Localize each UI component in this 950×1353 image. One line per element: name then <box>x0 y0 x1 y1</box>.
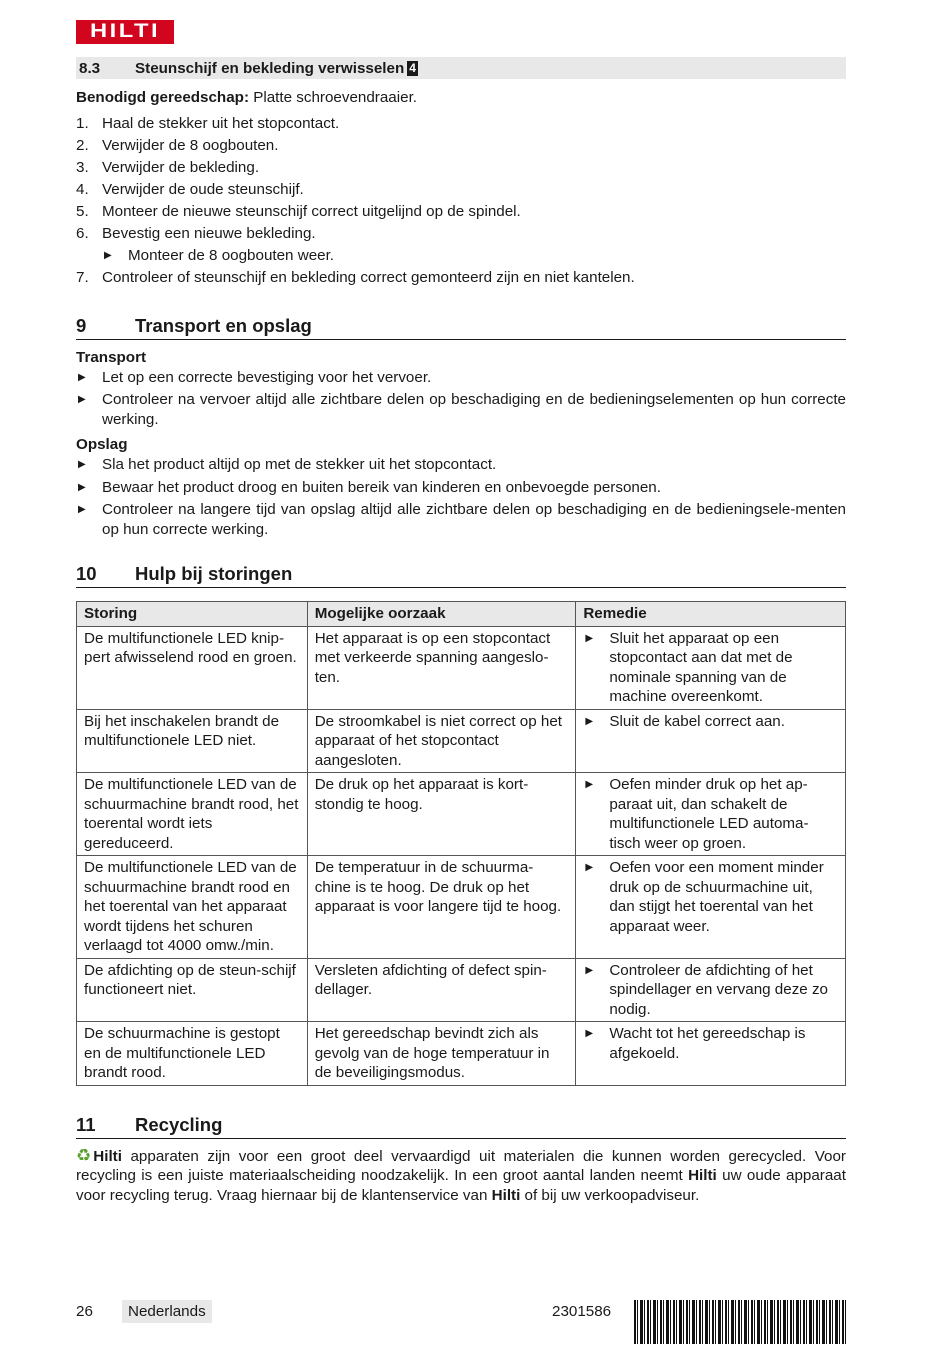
section-11-heading: 11 Recycling <box>76 1114 846 1139</box>
column-header: Remedie <box>576 602 846 627</box>
list-item: ▶ Monteer de 8 oogbouten weer. <box>76 245 846 267</box>
list-item: ▶ Let op een correcte bevestiging voor het vervoer. <box>78 368 432 386</box>
triangle-bullet-icon: ▶ <box>585 779 594 790</box>
recycling-text: ♻ Hilti apparaten zijn voor een groot deel vervaardigd uit materialen die kunnen worden gerecycled. Voor recycling is een juiste materiaalscheiding noodzakelijk. In een groot aantal landen neemt Hilti uw oude apparaat voor recycling terug. Vraag hiernaar bij de klantenservice van Hilti of bij uw verkoopadviseur. <box>76 1145 846 1204</box>
section-9-heading: 9 Transport en opslag <box>76 315 846 340</box>
table-header-row <box>77 602 846 627</box>
triangle-bullet-icon: ▶ <box>585 862 594 873</box>
triangle-bullet-icon: ▶ <box>78 371 86 383</box>
triangle-bullet-icon: ▶ <box>585 715 594 727</box>
table-row: De schuurmachine is gestopt en de multifunctionele LED brandt rood. Het gereedschap bevindt zich als gevolg van de hoge temperatuur in de beveiligingsmodus. ▶ Wacht tot het gereedschap is afgekoeld. <box>77 1022 846 1086</box>
hilti-logo: HILTI <box>76 20 174 44</box>
page-footer <box>76 1300 846 1326</box>
triangle-bullet-icon: ▶ <box>104 249 112 261</box>
section-10-heading: 10 Hulp bij storingen <box>76 563 846 588</box>
page-content <box>76 57 846 1205</box>
table-row: De afdichting op de steun-schijf functioneert niet. Versleten afdichting of defect spin-dellager. ▶ Controleer de afdichting of het spindellager en vervang deze zo nodig. <box>77 958 846 1022</box>
list-item: 7. Controleer of steunschijf en bekleding correct gemonteerd zijn en niet kantelen. <box>76 268 635 286</box>
table-row: De multifunctionele LED knip-pert afwisselend rood en groen. Het apparaat is op een stopcontact met verkeerde spanning aangeslo-ten. ▶ Sluit het apparaat op een stopcontact aan dat met de nominale spanning van de machine overeenkomt. <box>77 626 846 709</box>
triangle-bullet-icon: ▶ <box>585 632 594 644</box>
barcode-image <box>634 1300 846 1344</box>
table-row: Bij het inschakelen brandt de multifunctionele LED niet. De stroomkabel is niet correct op het apparaat of het stopcontact aangesloten. ▶ Sluit de kabel correct aan. <box>77 709 846 773</box>
section-8-3-heading: 8.3 Steunschijf en bekleding verwisselen 4 <box>76 57 846 79</box>
table-row: De multifunctionele LED van de schuurmachine brandt rood en het toerental van het apparaat wordt tijdens het schuren verlaagd tot 4000 omw./min. De temperatuur in de schuurma-chine is te hoog. De druk op het apparaat is voor langere tijd te hoog. ▶ Oefen voor een moment minder druk op de schuurmachine uit, dan stijgt het toerental van het apparaat weer. <box>77 856 846 959</box>
troubleshooting-table <box>76 601 846 1086</box>
document-code: 2301586 <box>552 1303 612 1320</box>
storage-list <box>76 455 846 539</box>
list-item: ▶ Controleer na vervoer altijd alle zichtbare delen op beschadiging en de bedieningselementen op hun correcte werking. <box>78 391 846 428</box>
list-item: 2. Verwijder de 8 oogbouten. <box>76 136 279 154</box>
triangle-bullet-icon: ▶ <box>78 504 86 515</box>
recycling-icon: ♻ <box>76 1145 92 1165</box>
triangle-bullet-icon: ▶ <box>78 481 86 493</box>
list-item: ▶ Bewaar het product droog en buiten bereik van kinderen en onbevoegde personen. <box>78 478 661 496</box>
list-item: 1. Haal de stekker uit het stopcontact. <box>76 114 340 132</box>
list-item: 4. Verwijder de oude steunschijf. <box>76 180 304 198</box>
language-label: Nederlands <box>122 1300 212 1323</box>
column-header: Storing <box>77 602 308 627</box>
column-header: Mogelijke oorzaak <box>307 602 576 627</box>
triangle-bullet-icon: ▶ <box>78 459 86 470</box>
transport-heading: Transport <box>76 348 147 366</box>
table-row: De multifunctionele LED van de schuurmachine brandt rood, het toerental wordt iets gereduceerd. De druk op het apparaat is kort-stondig te hoog. ▶ Oefen minder druk op het ap-paraat uit, dan schakelt de multifunctionele LED automa-tisch weer op groen. <box>77 773 846 856</box>
list-item: ▶ Sla het product altijd op met de stekker uit het stopcontact. <box>78 456 497 473</box>
figure-reference: 4 <box>409 60 416 75</box>
list-item: ▶ Controleer na langere tijd van opslag altijd alle zichtbare delen op beschadiging en de bedieningsele-menten op hun correcte werking. <box>78 501 846 538</box>
list-item: 5. Monteer de nieuwe steunschijf correct uitgelijnd op de spindel. <box>76 202 521 220</box>
transport-list <box>76 368 846 430</box>
list-item: 3. Verwijder de bekleding. <box>76 158 260 176</box>
storage-heading: Opslag <box>76 436 128 453</box>
steps-list <box>76 113 846 289</box>
triangle-bullet-icon: ▶ <box>585 1028 594 1039</box>
triangle-bullet-icon: ▶ <box>78 394 86 405</box>
page-number: 26 <box>76 1303 93 1320</box>
triangle-bullet-icon: ▶ <box>585 964 594 976</box>
required-tools: Benodigd gereedschap: Platte schroevendraaier. <box>76 89 418 106</box>
list-item: 6. Bevestig een nieuwe bekleding. <box>76 224 316 242</box>
